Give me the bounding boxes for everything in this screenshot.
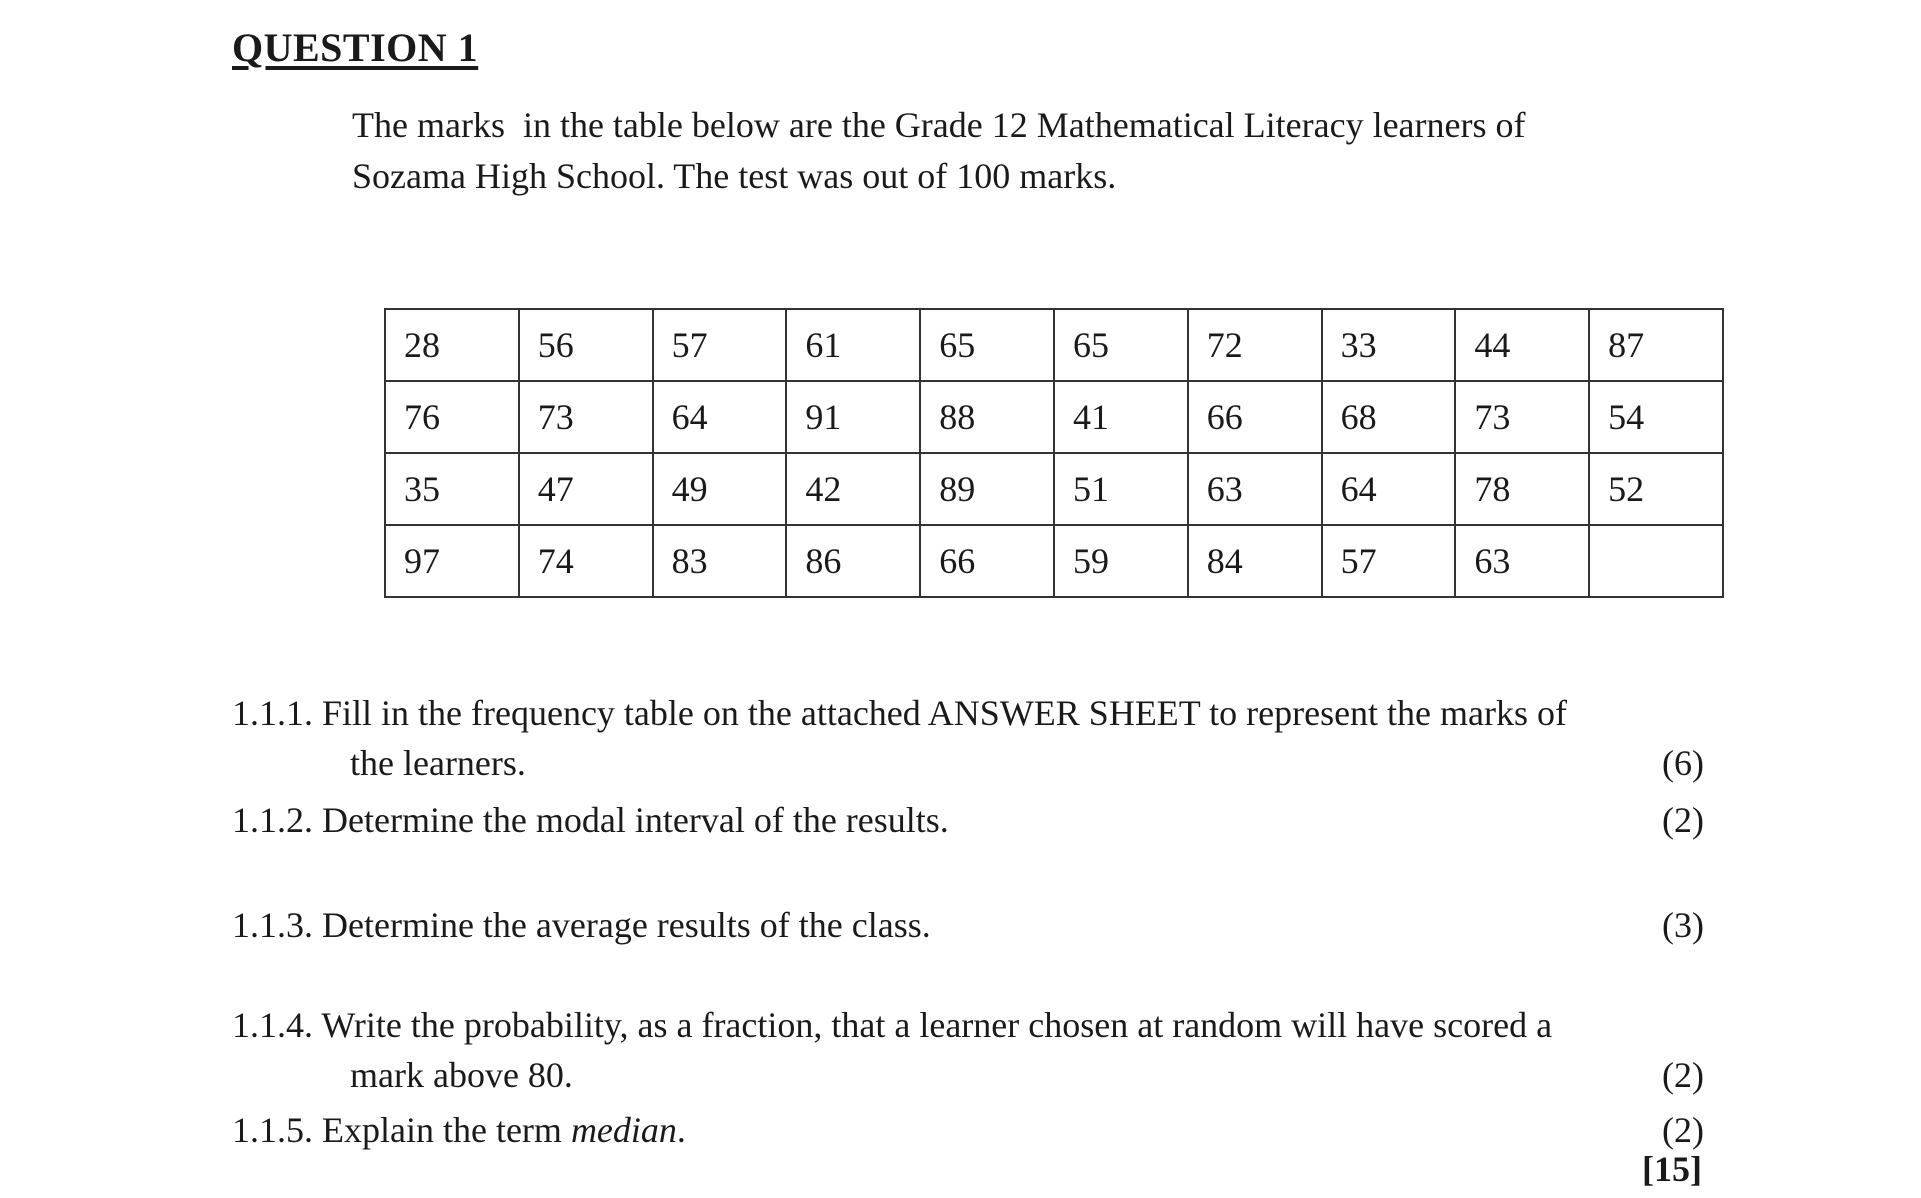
- table-cell: 33: [1322, 309, 1456, 381]
- table-row: [385, 525, 1723, 597]
- question-text: Write the probability, as a fraction, that a learner chosen at random will have scored a: [321, 1005, 1553, 1045]
- question-mark: (2): [1662, 1055, 1704, 1095]
- question-term-median: median: [570, 1110, 677, 1150]
- question-heading: QUESTION 1: [232, 25, 479, 70]
- table-cell: 63: [1455, 525, 1589, 597]
- question-text-continued: the learners.: [350, 743, 526, 783]
- question-mark: (2): [1662, 1110, 1704, 1150]
- marks-table: [384, 308, 1724, 598]
- question-1-1-1: [232, 688, 1704, 788]
- table-cell: 74: [519, 525, 653, 597]
- table-cell: 54: [1589, 381, 1723, 453]
- question-mark: (6): [1662, 743, 1704, 783]
- table-row: [385, 453, 1723, 525]
- question-number: 1.1.1.: [232, 693, 313, 733]
- question-text: Fill in the frequency table on the attached ANSWER SHEET to represent the marks of: [322, 693, 1568, 733]
- table-cell: 91: [786, 381, 920, 453]
- table-cell: 41: [1054, 381, 1188, 453]
- table-cell: 66: [920, 525, 1054, 597]
- table-cell: 52: [1589, 453, 1723, 525]
- table-cell: 73: [1455, 381, 1589, 453]
- question-number: 1.1.5.: [232, 1110, 313, 1150]
- intro-line-1: The marks in the table below are the Grade 12 Mathematical Literacy learners of: [352, 105, 1526, 145]
- table-cell: 42: [786, 453, 920, 525]
- question-text-continued: mark above 80.: [350, 1055, 573, 1095]
- question-text: Determine the modal interval of the results.: [322, 800, 949, 840]
- question-1-1-5: [232, 1105, 1704, 1155]
- table-cell: 84: [1188, 525, 1322, 597]
- table-cell: 76: [385, 381, 519, 453]
- table-cell: 65: [920, 309, 1054, 381]
- table-cell: 86: [786, 525, 920, 597]
- table-cell: 65: [1054, 309, 1188, 381]
- table-cell: 59: [1054, 525, 1188, 597]
- total-marks: [15]: [1642, 1149, 1702, 1189]
- table-cell: 64: [1322, 453, 1456, 525]
- question-mark: (3): [1662, 905, 1704, 945]
- question-mark: (2): [1662, 800, 1704, 840]
- table-cell: 89: [920, 453, 1054, 525]
- table-cell: 44: [1455, 309, 1589, 381]
- table-cell: 88: [920, 381, 1054, 453]
- table-cell: 63: [1188, 453, 1322, 525]
- table-cell: 68: [1322, 381, 1456, 453]
- table-cell: 56: [519, 309, 653, 381]
- table-cell: 47: [519, 453, 653, 525]
- table-cell: 78: [1455, 453, 1589, 525]
- intro-line-2: Sozama High School. The test was out of 100 marks.: [352, 156, 1117, 196]
- table-cell: 57: [653, 309, 787, 381]
- question-number: 1.1.4.: [232, 1005, 313, 1045]
- table-cell: 57: [1322, 525, 1456, 597]
- question-1-1-3: [232, 900, 1704, 950]
- table-cell: 73: [519, 381, 653, 453]
- table-cell: 83: [653, 525, 787, 597]
- table-row: [385, 309, 1723, 381]
- table-cell: [1589, 525, 1723, 597]
- intro-paragraph: [352, 100, 1672, 202]
- question-number: 1.1.2.: [232, 800, 313, 840]
- table-row: [385, 381, 1723, 453]
- table-cell: 61: [786, 309, 920, 381]
- table-cell: 64: [653, 381, 787, 453]
- table-cell: 97: [385, 525, 519, 597]
- table-cell: 66: [1188, 381, 1322, 453]
- question-text-suffix: .: [676, 1110, 686, 1150]
- question-number: 1.1.3.: [232, 905, 313, 945]
- table-cell: 87: [1589, 309, 1723, 381]
- table-cell: 49: [653, 453, 787, 525]
- table-cell: 51: [1054, 453, 1188, 525]
- table-cell: 72: [1188, 309, 1322, 381]
- table-cell: 35: [385, 453, 519, 525]
- question-1-1-2: [232, 795, 1704, 845]
- question-1-1-4: [232, 1000, 1704, 1100]
- question-text-prefix: Explain the term: [322, 1110, 571, 1150]
- question-text: Determine the average results of the class.: [322, 905, 931, 945]
- table-cell: 28: [385, 309, 519, 381]
